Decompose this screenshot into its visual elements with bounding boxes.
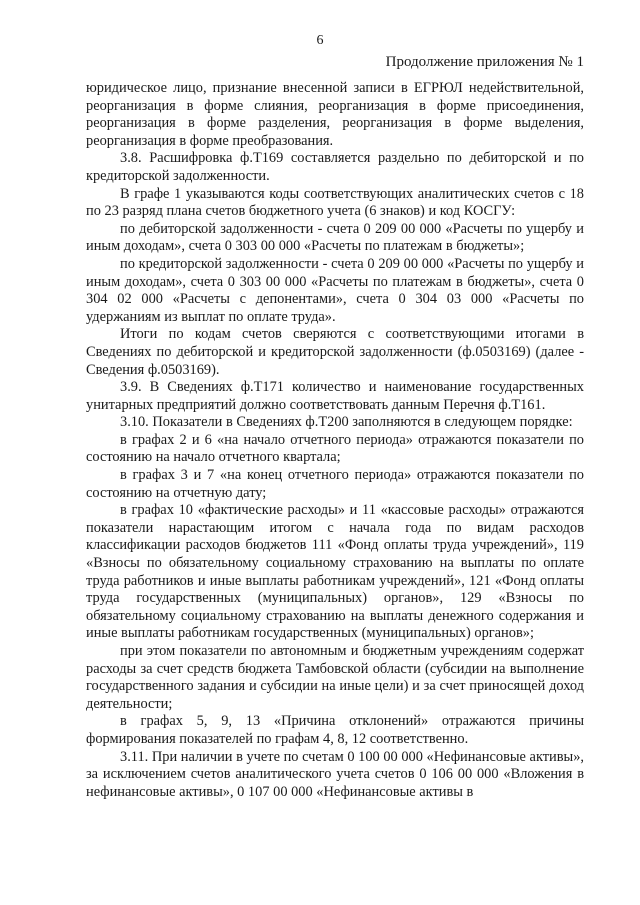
paragraph: юридическое лицо, признание внесенной записи в ЕГРЮЛ недействительной, реорганизация в форме слияния, реорганизация в форме присоединения, реорганизация в форме разделения, реорганизация в форме выделения, реорганизация в форме преобразования. bbox=[86, 80, 584, 149]
page-number: 6 bbox=[316, 33, 324, 48]
paragraph: по дебиторской задолженности - счета 0 209 00 000 «Расчеты по ущербу и иным доходам», счета 0 303 00 000 «Расчеты по платежам в бюджеты»; bbox=[86, 220, 584, 255]
paragraph: Итоги по кодам счетов сверяются с соответствующими итогами в Сведениях по дебиторской и кредиторской задолженности (ф.0503169) (далее - Сведения ф.0503169). bbox=[86, 326, 584, 378]
appendix-continuation-note: Продолжение приложения № 1 bbox=[385, 54, 584, 70]
paragraph: в графах 10 «фактические расходы» и 11 «кассовые расходы» отражаются показатели нарастающим итогом с начала года по видам расходов классификации расходов бюджетов 111 «Фонд оплаты труда учреждений», 119 «Взносы по обязательному социальному страхованию на выплаты по оплате труда работников и иные выплаты работникам учреждений», 121 «Фонд оплаты труда государственных (муниципальных) органов», 129 «Взносы по обязательному социальному страхованию на выплаты денежного содержания и иные выплаты работникам государственных (муниципальных) органов»; bbox=[86, 502, 584, 642]
paragraph: в графах 2 и 6 «на начало отчетного периода» отражаются показатели по состоянию на начало отчетного квартала; bbox=[86, 431, 584, 466]
paragraph: в графах 3 и 7 «на конец отчетного периода» отражаются показатели по состоянию на отчетную дату; bbox=[86, 467, 584, 501]
paragraph-3-8: 3.8. Расшифровка ф.Т169 составляется раздельно по дебиторской и по кредиторской задолженности. bbox=[86, 150, 584, 184]
paragraph-3-10: 3.10. Показатели в Сведениях ф.Т200 заполняются в следующем порядке: bbox=[120, 414, 573, 431]
paragraph: при этом показатели по автономным и бюджетным учреждениям содержат расходы за счет средств бюджета Тамбовской области (субсидии на выполнение государственного задания и субсидии на иные цели) и за счет приносящей доход деятельности; bbox=[86, 643, 584, 712]
document-body bbox=[86, 80, 584, 801]
paragraph: в графах 5, 9, 13 «Причина отклонений» отражаются причины формирования показателей по графам 4, 8, 12 соответственно. bbox=[86, 713, 584, 747]
paragraph: по кредиторской задолженности - счета 0 209 00 000 «Расчеты по ущербу и иным доходам», счета 0 303 00 000 «Расчеты по платежам в бюджеты», счета 0 304 02 000 «Расчеты с депонентами», счета 0 304 03 000 «Расчеты по удержаниям из выплат по оплате труда». bbox=[86, 255, 584, 325]
paragraph-3-11: 3.11. При наличии в учете по счетам 0 100 00 000 «Нефинансовые активы», за исключением счетов аналитического учета счетов 0 106 00 000 «Вложения в нефинансовые активы», 0 107 00 000 «Нефинансовые активы в bbox=[86, 748, 584, 800]
paragraph: В графе 1 указываются коды соответствующих аналитических счетов с 18 по 23 разряд плана счетов бюджетного учета (6 знаков) и код КОСГУ: bbox=[86, 185, 584, 220]
paragraph-3-9: 3.9. В Сведениях ф.Т171 количество и наименование государственных унитарных предприятий должно соответствовать данным Перечня ф.Т161. bbox=[86, 379, 584, 413]
